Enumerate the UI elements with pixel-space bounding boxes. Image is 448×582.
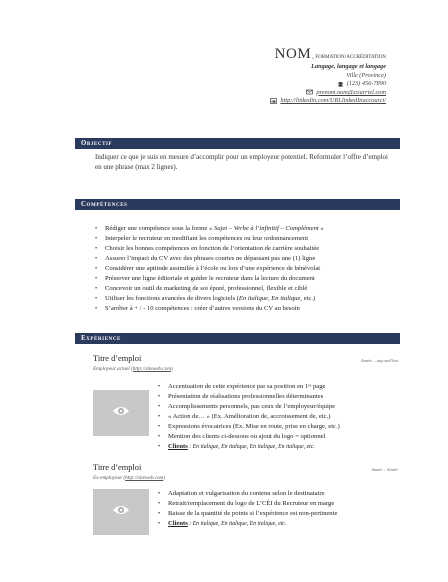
employer-line xyxy=(93,366,173,372)
bullet-dot: • xyxy=(95,276,98,282)
job-bullet xyxy=(158,499,337,509)
competence-text: Assurer l’impact du CV avec des phrases courtes ne dépassant pas une (1) ligne xyxy=(105,255,316,262)
section-header-experience: Expérience xyxy=(75,333,400,344)
competence-text: Concevoir un outil de marketing de soi épuré, professionnel, flexible et ciblé xyxy=(105,285,308,292)
linkedin-line xyxy=(270,97,386,106)
competence-text: S’arrêter à + / - 10 compétences : créer d’autres versions du CV au besoin xyxy=(105,305,300,312)
job-title: Titre d’emploi xyxy=(93,463,142,472)
competence-text: Choisir les bonnes compétences en fonction de l’orientation de carrière souhaitée xyxy=(105,245,320,252)
competence-text: Préserver une ligne éditoriale et guider le recruteur dans la lecture du document xyxy=(105,275,315,282)
envelope-icon xyxy=(306,89,313,95)
bullet-dot: • xyxy=(158,501,161,507)
clients-line xyxy=(158,442,340,452)
competence-item xyxy=(95,264,324,274)
competence-item xyxy=(95,244,324,254)
job-bullet-text: Retrait/remplacement du logo de L’CÉI du Recruteur en marge xyxy=(168,500,335,507)
job-bullet xyxy=(158,412,340,422)
bullet-dot: • xyxy=(95,256,98,262)
job-bullet xyxy=(158,382,340,392)
employer-name: Ex-employeur ( xyxy=(93,475,126,481)
bullet-dot: • xyxy=(158,521,161,527)
job-bullet-text: Présentation de réalisations professionnelles déterminantes xyxy=(168,393,324,400)
competence-item xyxy=(95,274,324,284)
competence-item xyxy=(95,234,324,244)
contact-header xyxy=(270,48,386,106)
bullet-dot: • xyxy=(158,434,161,440)
phone-line xyxy=(270,80,386,89)
job-bullet-text: Accentuation de cette expérience par sa position en 1ʳᵉ page xyxy=(168,383,326,390)
section-header-objectif: Objectif xyxy=(75,138,400,149)
employer-name: Employeur actuel ( xyxy=(93,366,133,372)
clients-line xyxy=(158,519,337,529)
job-bullet xyxy=(158,402,340,412)
name-line xyxy=(270,48,386,63)
candidate-name: NOM xyxy=(274,46,312,62)
employer-logo-placeholder xyxy=(93,390,149,436)
job-bullet xyxy=(158,432,340,442)
job-bullets xyxy=(158,382,340,452)
job-bullet-text: « Action de… » (Ex. Amélioration de, accroissement de, etc.) xyxy=(168,413,331,420)
bullet-dot: • xyxy=(95,266,98,272)
bullet-dot: • xyxy=(95,246,98,252)
email-link[interactable]: prenom.nom@courriel.com xyxy=(316,88,386,96)
competence-text: Considérer une aptitude assimilée à l’école ou lors d’une expérience de bénévolat xyxy=(105,265,321,272)
job-bullet-text: Expressions évocatrices (Ex. Mise en route, prise en charge, etc.) xyxy=(168,423,340,430)
competence-text-end: , etc.) xyxy=(300,295,316,302)
job-bullet-text: Adaptation et vulgarisation du contenu selon le destinataire xyxy=(168,490,325,497)
competence-item xyxy=(95,224,324,234)
bullet-dot: • xyxy=(158,511,161,517)
linkedin-icon xyxy=(270,98,277,104)
candidate-title: , formation/accréditation xyxy=(312,53,386,60)
bullet-dot: • xyxy=(95,296,98,302)
competence-text: Rédiger une compétence sous la forme « xyxy=(105,225,214,232)
employer-link[interactable]: http://siteweb.com xyxy=(125,475,164,481)
clients-text: : En italique, En italique, En italique, En italique, etc. xyxy=(187,444,315,450)
phone-icon xyxy=(337,81,344,87)
competence-item xyxy=(95,304,324,314)
job-bullet-text: Mention des clients ci-dessous ou ajout du logo = optionnel xyxy=(168,433,326,440)
bullet-dot: • xyxy=(95,306,98,312)
employer-paren: ) xyxy=(170,366,173,372)
section-header-competences: Compétences xyxy=(75,199,400,210)
phone-number: (123) 456-7890 xyxy=(346,80,386,88)
eye-icon xyxy=(112,503,130,521)
linkedin-link[interactable]: http://linkedin.com/URLlinkedInaccourci/ xyxy=(280,97,386,105)
competence-item xyxy=(95,254,324,264)
languages: Langage, langage et langage xyxy=(311,63,386,70)
competence-emphasis: Sujet – Verbe à l’infinitif – Complément xyxy=(213,225,319,232)
employer-logo-placeholder xyxy=(93,489,149,535)
eye-icon xyxy=(112,404,130,422)
job-bullet xyxy=(158,509,337,519)
competence-emphasis: En italique, En italique xyxy=(238,295,301,302)
competence-text: Interpeler le recruteur en modifiant les compétences ou leur ordonnancement xyxy=(105,235,309,242)
job-bullet-text: Baisse de la quantité de points si l’expérience est non-pertinente xyxy=(168,510,338,517)
employer-paren: ) xyxy=(163,475,166,481)
job-date: Année – aujourd’hui xyxy=(360,358,398,363)
competence-text-end: » xyxy=(318,225,324,232)
bullet-dot: • xyxy=(95,286,98,292)
clients-label: Clients xyxy=(168,520,188,527)
city: Ville (Province) xyxy=(346,71,386,79)
bullet-dot: • xyxy=(158,444,161,450)
job-bullet xyxy=(158,489,337,499)
job-bullet xyxy=(158,422,340,432)
job-bullet-text: Accomplissements personnels, pas ceux de l’employeur/équipe xyxy=(168,403,335,410)
objectif-text: Indiquer ce que je suis en mesure d’accomplir pour un employeur potentiel. Reformuler l’offre d’emploi en une phrase (max 2 lignes). xyxy=(95,153,388,171)
job-bullet xyxy=(158,392,340,402)
clients-label: Clients xyxy=(168,443,188,450)
employer-line xyxy=(93,475,165,481)
email-line xyxy=(270,89,386,98)
competence-item xyxy=(95,284,324,294)
employer-link[interactable]: http://siteweb.com xyxy=(132,366,171,372)
competence-item xyxy=(95,294,324,304)
competences-list xyxy=(95,224,324,314)
bullet-dot: • xyxy=(158,384,161,390)
bullet-dot: • xyxy=(158,414,161,420)
bullet-dot: • xyxy=(158,424,161,430)
bullet-dot: • xyxy=(158,404,161,410)
clients-text: : En italique, En italique, En italique, etc. xyxy=(187,521,287,527)
bullet-dot: • xyxy=(158,491,161,497)
job-bullets xyxy=(158,489,337,529)
bullet-dot: • xyxy=(95,226,98,232)
competence-text: Utiliser les fonctions avancées de divers logiciels ( xyxy=(105,295,239,302)
bullet-dot: • xyxy=(158,394,161,400)
job-title: Titre d’emploi xyxy=(93,354,142,363)
bullet-dot: • xyxy=(95,236,98,242)
job-date: Année – Année xyxy=(371,467,398,472)
